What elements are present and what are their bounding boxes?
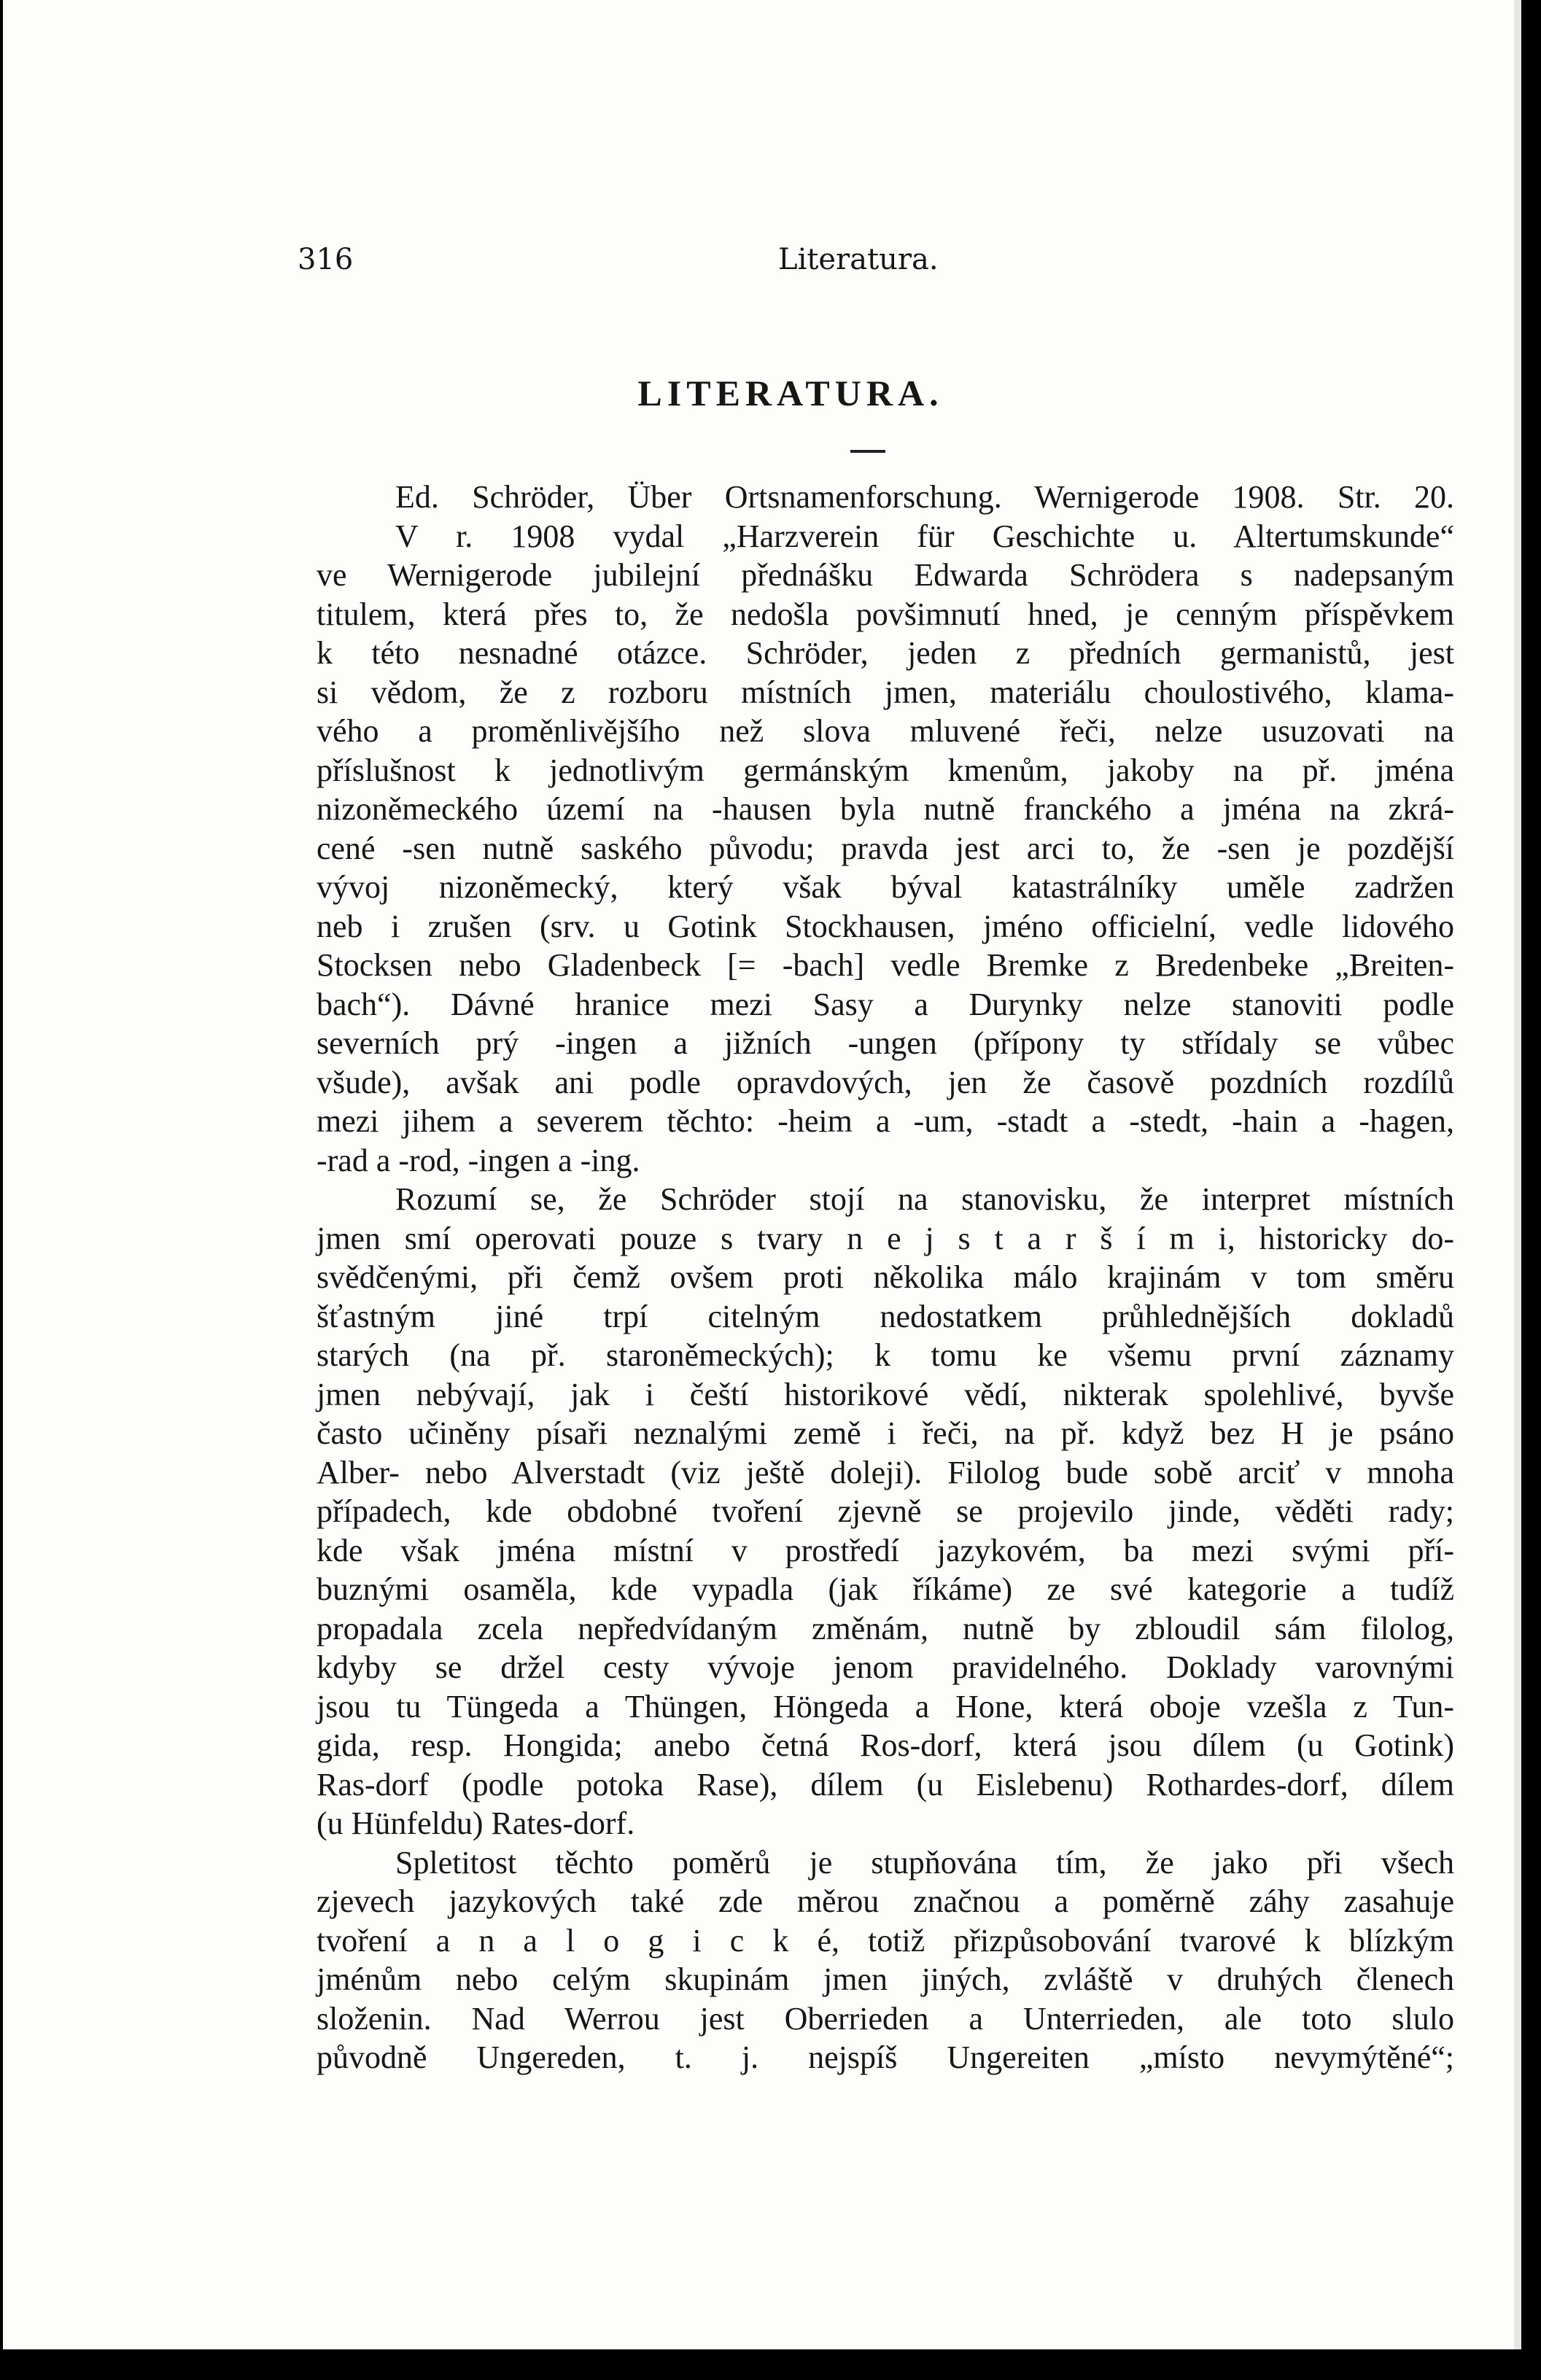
text-line: V r. 1908 vydal „Harzverein für Geschichte u. Altertumskunde“ bbox=[395, 518, 1454, 554]
text-line: jmen nebývají, jak i čeští historikové vědí, nikterak spolehlivé, byvše bbox=[317, 1376, 1454, 1412]
text-line: původně Ungereden, t. j. nejspíš Ungereiten „místo nevymýtěné“; bbox=[317, 2039, 1454, 2075]
text-line: Ed. Schröder, Über Ortsnamenforschung. Wernigerode 1908. Str. 20. bbox=[395, 479, 1454, 515]
text-line: si vědom, že z rozboru místních jmen, materiálu choulostivého, klama- bbox=[317, 674, 1454, 710]
text-line: propadala zcela nepředvídaným změnám, nutně by zbloudil sám filolog, bbox=[317, 1610, 1454, 1646]
text-line: kde však jména místní v prostředí jazykovém, ba mezi svými pří- bbox=[317, 1532, 1454, 1568]
text-line: (u Hünfeldu) Rates-dorf. bbox=[317, 1805, 635, 1841]
text-line: vývoj nizoněmecký, který však býval katastrálníky uměle zadržen bbox=[317, 869, 1454, 905]
text-line: svědčenými, při čemž ovšem proti několika málo krajinám v tom směru bbox=[317, 1259, 1454, 1295]
text-line: Stocksen nebo Gladenbeck [= -bach] vedle Bremke z Bredenbeke „Breiten- bbox=[317, 947, 1454, 983]
text-line: často učiněny písaři neznalými země i řeči, na př. když bez H je psáno bbox=[317, 1415, 1454, 1451]
text-line: k této nesnadné otázce. Schröder, jeden z předních germanistů, jest bbox=[317, 635, 1454, 671]
text-line: šťastným jiné trpí citelným nedostatkem průhlednějších dokladů bbox=[317, 1298, 1454, 1334]
text-line: složenin. Nad Werrou jest Oberrieden a Unterrieden, ale toto slulo bbox=[317, 2000, 1454, 2037]
text-line: buznými osaměla, kde vypadla (jak říkáme) ze své kategorie a tudíž bbox=[317, 1571, 1454, 1607]
text-line: jmen smí operovati pouze s tvary n e j s t a r š í m i, historicky do- bbox=[317, 1220, 1454, 1256]
article-body bbox=[317, 478, 1454, 2077]
text-line: vého a proměnlivějšího než slova mluvené řeči, nelze usuzovati na bbox=[317, 713, 1454, 749]
text-line: jsou tu Tüngeda a Thüngen, Höngeda a Hone, která oboje vzešla z Tun- bbox=[317, 1688, 1454, 1724]
text-line: -rad a -rod, -ingen a -ing. bbox=[317, 1142, 640, 1178]
title-rule bbox=[850, 450, 885, 453]
text-line: všude), avšak ani podle opravdových, jen že časově pozdních rozdílů bbox=[317, 1064, 1454, 1100]
text-line: cené -sen nutně saského původu; pravda jest arci to, že -sen je pozdější bbox=[317, 830, 1454, 866]
text-line: bach“). Dávné hranice mezi Sasy a Durynky nelze stanoviti podle bbox=[317, 986, 1454, 1022]
section-title: LITERATURA. bbox=[637, 373, 944, 413]
text-line: jménům nebo celým skupinám jmen jiných, zvláště v druhých členech bbox=[317, 1961, 1454, 1997]
text-line: Spletitost těchto poměrů je stupňována tím, že jako při všech bbox=[395, 1844, 1454, 1881]
text-line: kdyby se držel cesty vývoje jenom pravidelného. Doklady varovnými bbox=[317, 1649, 1454, 1685]
text-line: mezi jihem a severem těchto: -heim a -um, -stadt a -stedt, -hain a -hagen, bbox=[317, 1103, 1454, 1139]
page-sheet bbox=[3, 0, 1514, 2349]
text-line: gida, resp. Hongida; anebo četná Ros-dorf, která jsou dílem (u Gotink) bbox=[317, 1727, 1454, 1763]
text-line: titulem, která přes to, že nedošla povšimnutí hned, je cenným příspěvkem bbox=[317, 596, 1454, 632]
page-edge bbox=[1514, 0, 1521, 2349]
text-line: ve Wernigerode jubilejní přednášku Edwarda Schrödera s nadepsaným bbox=[317, 557, 1454, 593]
running-head: Literatura. bbox=[778, 243, 939, 276]
text-line: nizoněmeckého území na -hausen byla nutně franckého a jména na zkrá- bbox=[317, 791, 1454, 827]
text-line: Alber- nebo Alverstadt (viz ještě doleji). Filolog bude sobě arciť v mnoha bbox=[317, 1454, 1454, 1490]
text-line: zjevech jazykových také zde měrou značnou a poměrně záhy zasahuje bbox=[317, 1883, 1454, 1919]
text-line: starých (na př. staroněmeckých); k tomu ke všemu první záznamy bbox=[317, 1337, 1454, 1373]
page-number: 316 bbox=[298, 243, 354, 276]
text-line: neb i zrušen (srv. u Gotink Stockhausen, jméno officielní, vedle lidového bbox=[317, 908, 1454, 944]
text-line: severních prý -ingen a jižních -ungen (přípony ty střídaly se vůbec bbox=[317, 1025, 1454, 1061]
text-line: Ras-dorf (podle potoka Rase), dílem (u Eislebenu) Rothardes-dorf, dílem bbox=[317, 1766, 1454, 1802]
text-line: Rozumí se, že Schröder stojí na stanovisku, že interpret místních bbox=[395, 1181, 1454, 1217]
text-line: tvoření a n a l o g i c k é, totiž přizpůsobování tvarové k blízkým bbox=[317, 1922, 1454, 1959]
text-line: případech, kde obdobné tvoření zjevně se projevilo jinde, věděti rady; bbox=[317, 1493, 1454, 1529]
text-line: příslušnost k jednotlivým germánským kmenům, jakoby na př. jména bbox=[317, 752, 1454, 788]
